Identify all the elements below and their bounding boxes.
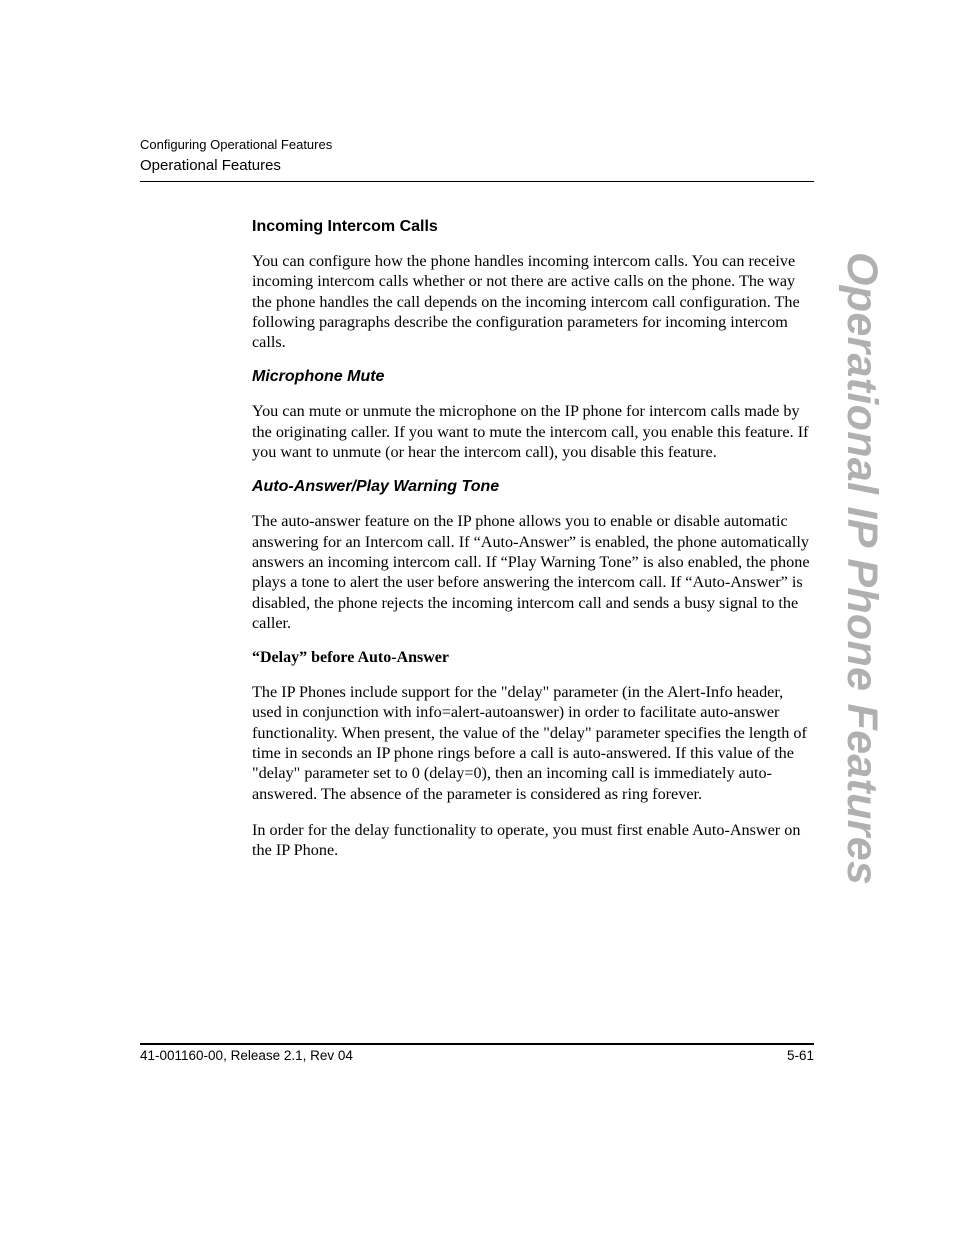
delay-note-paragraph: In order for the delay functionality to operate, you must first enable Auto-Answer on the IP Phone. [252,820,801,860]
section-heading: Incoming Intercom Calls [252,218,438,235]
footer-divider [140,1043,814,1045]
running-header-chapter: Configuring Operational Features [140,137,333,152]
auto-answer-paragraph: The auto-answer feature on the IP phone allows you to enable or disable automatic answering for an Intercom call. If “Auto-Answer” is enabled, the phone automatically answers an incoming intercom call. If “Play Warning Tone” is also enabled, the phone plays a tone to alert the user before answering the intercom call. If “Auto-Answer” is disabled, the phone rejects the incoming intercom call and sends a busy signal to the caller. [252,512,810,632]
page-content [252,218,816,877]
delay-heading: “Delay” before Auto-Answer [252,649,450,667]
intro-paragraph: You can configure how the phone handles incoming intercom calls. You can receive incoming intercom calls whether or not there are active calls on the phone. The way the phone handles the call depends on the incoming intercom call configuration. The following paragraphs describe the configuration parameters for incoming intercom calls. [252,252,800,352]
running-header-section: Operational Features [140,157,281,174]
delay-paragraph: The IP Phones include support for the "delay" parameter (in the Alert-Info header, used in conjunction with info=alert-autoanswer) in order to facilitate auto-answer functionality. When present, the value of the "delay" parameter specifies the length of time in seconds an IP phone rings before a call is auto-answered. If this value of the "delay" parameter set to 0 (delay=0), then an incoming call is immediately auto-answered. The absence of the parameter is considered as ring forever. [252,683,807,803]
microphone-mute-paragraph: You can mute or unmute the microphone on the IP phone for intercom calls made by the originating caller. If you want to mute the intercom call, you enable this feature. If you want to unmute (or hear the intercom call), you disable this feature. [252,402,809,462]
header-divider [140,181,814,182]
side-chapter-title: Operational IP Phone Features [838,252,886,886]
auto-answer-heading: Auto-Answer/Play Warning Tone [252,478,500,496]
microphone-mute-heading: Microphone Mute [252,368,385,386]
footer-document-id: 41-001160-00, Release 2.1, Rev 04 [140,1048,353,1063]
footer-page-number: 5-61 [786,1048,814,1063]
